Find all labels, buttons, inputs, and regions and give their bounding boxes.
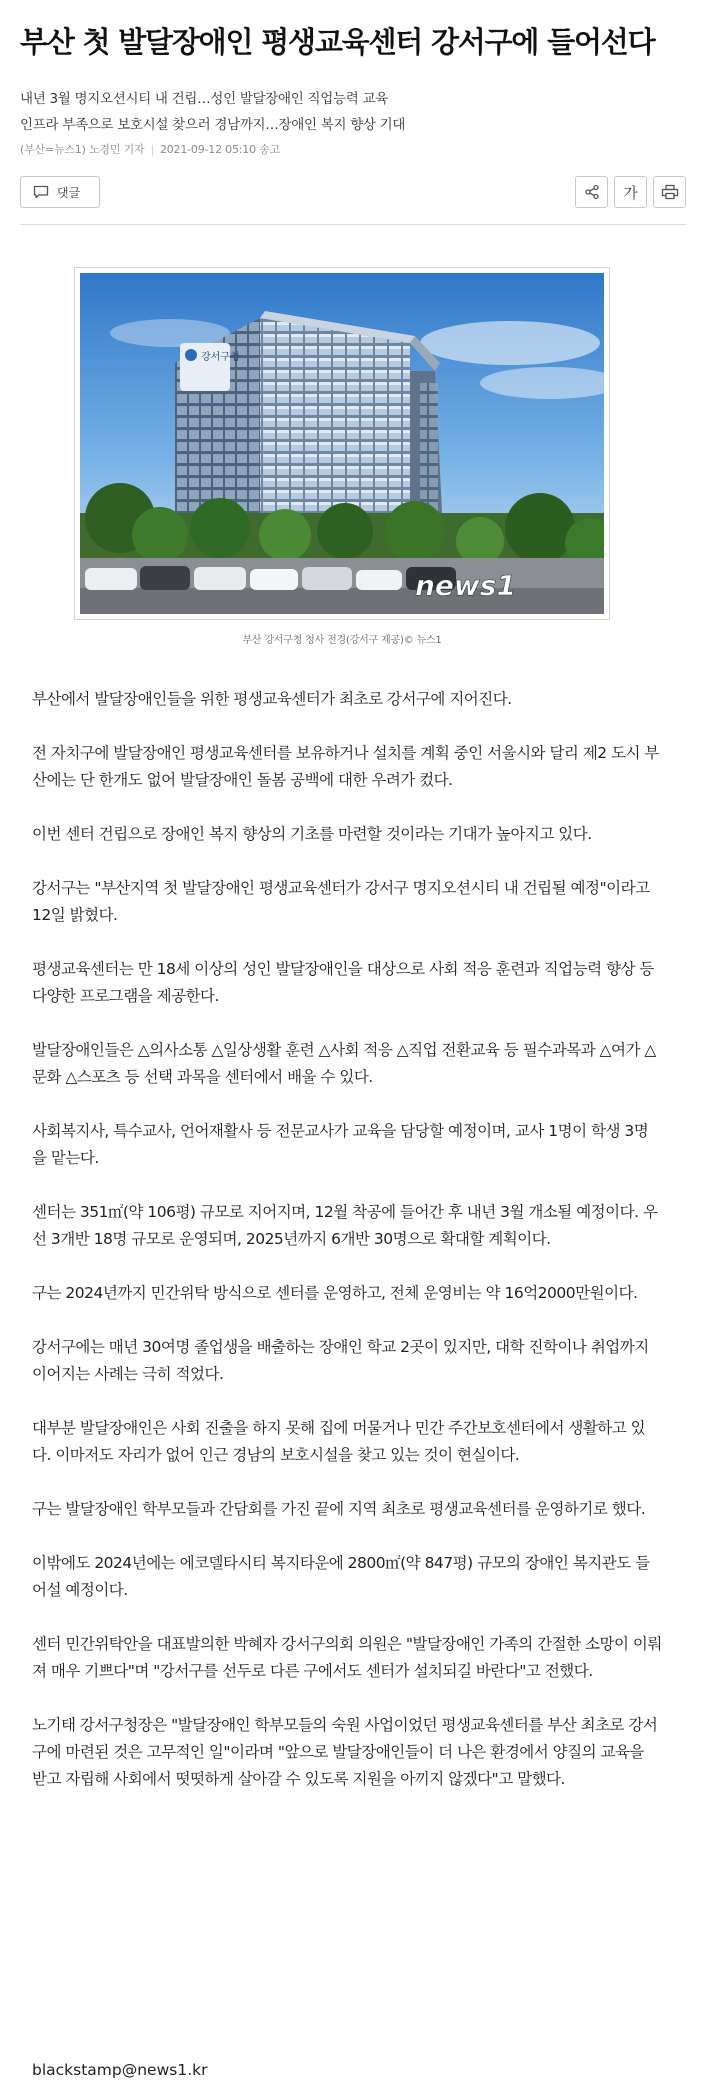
gangseo-district-office-photo: [80, 273, 604, 614]
paragraph: 센터 민간위탁안을 대표발의한 박혜자 강서구의회 의원은 "발달장애인 가족의 간절한 소망이 이뤄져 매우 기쁘다"며 "강서구를 선두로 다른 구에서도 센터가 설치되길 바란다"고 전했다.: [32, 1635, 662, 1680]
font-size-button[interactable]: 가: [614, 176, 647, 208]
publish-timestamp: 2021-09-12 05:10 송고: [159, 143, 281, 156]
paragraph: 노기태 강서구청장은 "발달장애인 학부모들의 숙원 사업이었던 평생교육센터를 부산 최초로 강서구에 마련된 것은 고무적인 일"이라며 "앞으로 발달장애인들이 더 나은 환경에서 양질의 교육을 받고 자립해 사회에서 떳떳하게 살아갈 수 있도록 지원을 아끼지 않겠다"고 말했다.: [32, 1716, 658, 1788]
article-photo: [80, 273, 604, 614]
paragraph: 구는 2024년까지 민간위탁 방식으로 센터를 운영하고, 전체 운영비는 약 16억2000만원이다.: [32, 1284, 638, 1302]
paragraph: 이번 센터 건립으로 장애인 복지 향상의 기초를 마련할 것이라는 기대가 높아지고 있다.: [32, 825, 592, 843]
comment-button[interactable]: [20, 176, 100, 208]
comment-button-label: 댓글: [57, 185, 81, 200]
paragraph: 구는 발달장애인 학부모들과 간담회를 가진 끝에 지역 최초로 평생교육센터를 운영하기로 했다.: [32, 1500, 646, 1518]
article-toolbar: [575, 176, 686, 208]
reporter-email[interactable]: blackstamp@news1.kr: [32, 2061, 208, 2079]
share-button[interactable]: [575, 176, 608, 208]
subtitle-line: 내년 3월 명지오션시티 내 건립…성인 발달장애인 직업능력 교육: [20, 91, 388, 107]
article-body: [32, 686, 662, 1820]
paragraph: 이밖에도 2024년에는 에코델타시티 복지타운에 2800㎡(약 847평) 규모의 장애인 복지관도 들어설 예정이다.: [32, 1554, 650, 1599]
print-button[interactable]: [653, 176, 686, 208]
paragraph: 부산에서 발달장애인들을 위한 평생교육센터가 최초로 강서구에 지어진다.: [32, 690, 512, 708]
subtitle-line: 인프라 부족으로 보호시설 찾으러 경남까지…장애인 복지 향상 기대: [20, 117, 406, 133]
paragraph: 강서구는 "부산지역 첫 발달장애인 평생교육센터가 강서구 명지오션시티 내 건립될 예정"이라고 12일 밝혔다.: [32, 879, 650, 924]
article-byline: [20, 141, 280, 157]
print-icon: [661, 184, 679, 200]
article-photo-frame: [74, 267, 610, 620]
paragraph: 강서구에는 매년 30여명 졸업생을 배출하는 장애인 학교 2곳이 있지만, 대학 진학이나 취업까지 이어지는 사례는 극히 적었다.: [32, 1338, 649, 1383]
comment-icon: [33, 185, 49, 199]
watermark-text: news1: [415, 569, 516, 602]
paragraph: 전 자치구에 발달장애인 평생교육센터를 보유하거나 설치를 계획 중인 서울시와 달리 제2 도시 부산에는 단 한개도 없어 발달장애인 돌봄 공백에 대한 우려가 컸다.: [32, 744, 659, 789]
header-divider: [20, 224, 686, 225]
paragraph: 대부분 발달장애인은 사회 진출을 하지 못해 집에 머물거나 민간 주간보호센터에서 생활하고 있다. 이마저도 자리가 없어 인근 경남의 보호시설을 찾고 있는 것이 현실이다.: [32, 1419, 646, 1464]
photo-caption: 부산 강서구청 청사 전경(강서구 제공)© 뉴스1: [242, 635, 442, 646]
share-icon: [584, 184, 600, 200]
building-sign-text: 강서구청: [201, 352, 240, 363]
reporter-name: (부산=뉴스1) 노경민 기자: [20, 143, 145, 156]
paragraph: 센터는 351㎡(약 106평) 규모로 지어지며, 12월 착공에 들어간 후 내년 3월 개소될 예정이다. 우선 3개반 18명 규모로 운영되며, 2025년까지 6개반 30명으로 확대할 계획이다.: [32, 1203, 658, 1248]
article-headline: 부산 첫 발달장애인 평생교육센터 강서구에 들어선다: [20, 25, 655, 59]
paragraph: 발달장애인들은 △의사소통 △일상생활 훈련 △사회 적응 △직업 전환교육 등 필수과목과 △여가 △문화 △스포츠 등 선택 과목을 센터에서 배울 수 있다.: [32, 1041, 656, 1086]
paragraph: 사회복지사, 특수교사, 언어재활사 등 전문교사가 교육을 담당할 예정이며, 교사 1명이 학생 3명을 맡는다.: [32, 1122, 649, 1167]
byline-separator: |: [150, 143, 154, 156]
paragraph: 평생교육센터는 만 18세 이상의 성인 발달장애인을 대상으로 사회 적응 훈련과 직업능력 향상 등 다양한 프로그램을 제공한다.: [32, 960, 654, 1005]
news1-watermark: [415, 569, 516, 602]
article-subtitle: [20, 86, 690, 138]
